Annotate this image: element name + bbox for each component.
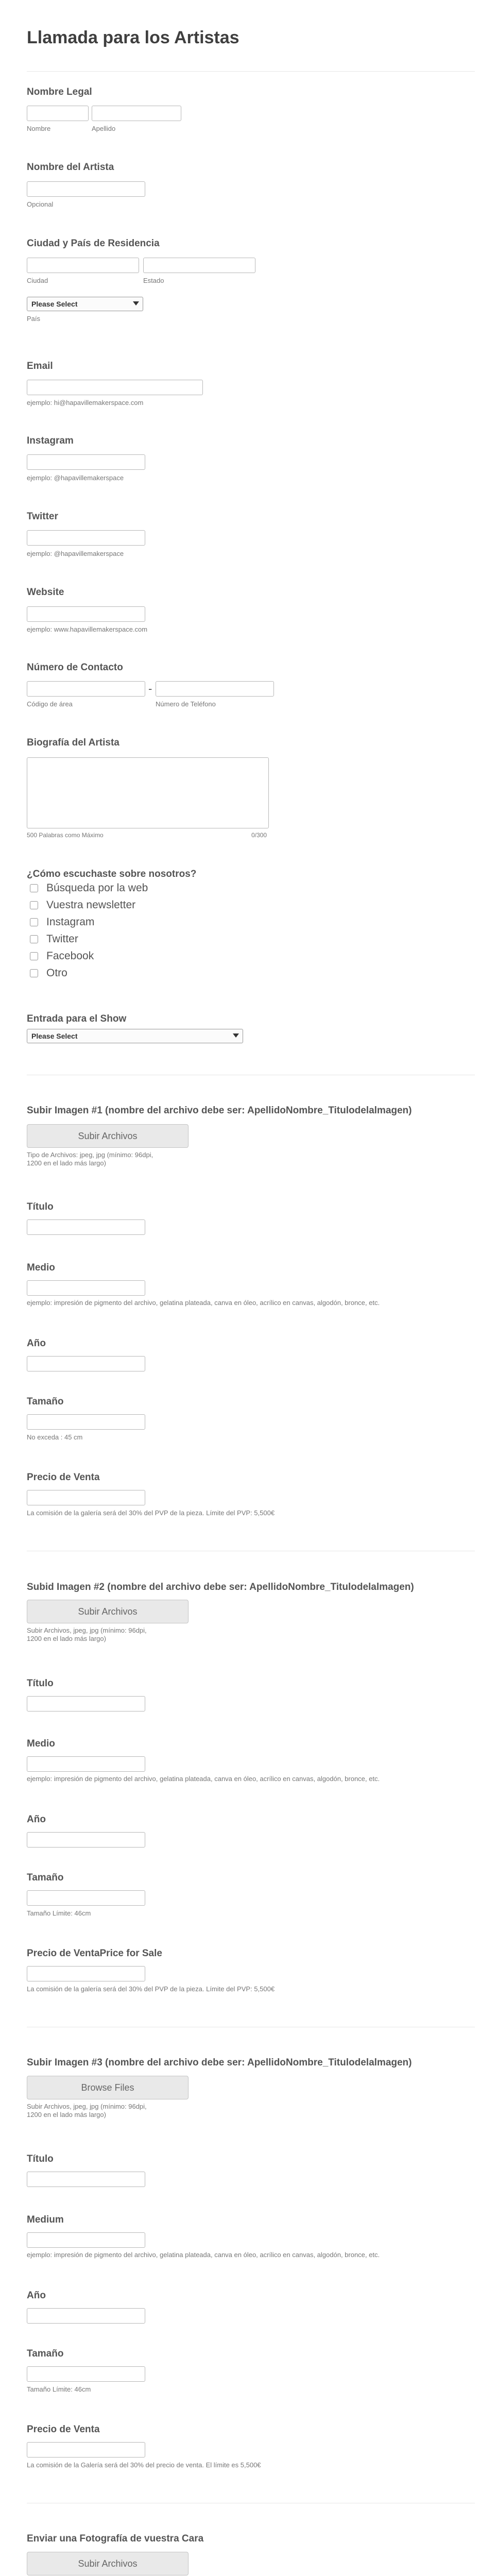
image2-tamano-label: Tamaño: [27, 1872, 64, 1883]
phone-input[interactable]: [156, 681, 274, 697]
checkbox-box[interactable]: [30, 969, 38, 977]
website-input[interactable]: [27, 606, 145, 622]
website-hint: ejemplo: www.hapavillemakerspace.com: [27, 625, 148, 633]
instagram-label: Instagram: [27, 435, 74, 446]
image1-precio-input[interactable]: [27, 1490, 145, 1505]
checkbox-box[interactable]: [30, 952, 38, 960]
checkbox-label: Facebook: [46, 950, 94, 962]
entrada-select[interactable]: [27, 1029, 243, 1043]
image2-ano-input[interactable]: [27, 1832, 145, 1848]
image1-precio-label: Precio de Venta: [27, 1472, 100, 1483]
como-label: ¿Cómo escuchaste sobre nosotros?: [27, 869, 197, 879]
image3-medio-input[interactable]: [27, 2232, 145, 2248]
city-input[interactable]: [27, 258, 139, 273]
area-code-input[interactable]: [27, 681, 145, 697]
image2-ano-label: Año: [27, 1814, 46, 1825]
image1-titulo-input[interactable]: [27, 1219, 145, 1235]
area-code-sublabel: Código de área: [27, 700, 73, 708]
image3-upload-label: Subir Imagen #3 (nombre del archivo debe ser: ApellidoNombre_Titulodelalmagen): [27, 2057, 412, 2068]
first-name-input[interactable]: [27, 106, 89, 121]
checkbox-box[interactable]: [30, 935, 38, 943]
divider: [27, 71, 475, 72]
website-label: Website: [27, 587, 64, 598]
checkbox-label: Búsqueda por la web: [46, 882, 148, 894]
image2-titulo-label: Título: [27, 1678, 54, 1689]
email-input[interactable]: [27, 380, 203, 395]
chevron-down-icon: [233, 1033, 239, 1038]
image1-tamano-label: Tamaño: [27, 1396, 64, 1407]
image1-ano-input[interactable]: [27, 1356, 145, 1371]
email-hint: ejemplo: hi@hapavillemakerspace.com: [27, 399, 144, 406]
image2-precio-hint: La comisión de la galería será del 30% del PVP de la pieza. Límite del PVP: 5,500€: [27, 1985, 275, 1993]
entrada-select-value: Please Select: [31, 1032, 78, 1040]
foto-cara-upload-button[interactable]: Subir Archivos: [27, 2552, 189, 2575]
image3-precio-label: Precio de Venta: [27, 2424, 100, 2435]
instagram-hint: ejemplo: @hapavillemakerspace: [27, 474, 124, 482]
ciudad-label: Ciudad y País de Residencia: [27, 238, 160, 249]
twitter-label: Twitter: [27, 511, 58, 522]
city-sublabel: Ciudad: [27, 277, 48, 284]
nombre-legal-label: Nombre Legal: [27, 87, 92, 97]
country-select[interactable]: [27, 297, 143, 311]
image1-tamano-hint: No exceda : 45 cm: [27, 1433, 83, 1441]
image2-file-hint-2: 1200 en el lado más largo): [27, 1635, 106, 1642]
image2-titulo-input[interactable]: [27, 1696, 145, 1711]
foto-cara-label: Enviar una Fotografía de vuestra Cara: [27, 2533, 204, 2544]
phone-dash: -: [148, 682, 152, 695]
contacto-label: Número de Contacto: [27, 662, 123, 673]
image2-precio-label: Precio de VentaPrice for Sale: [27, 1948, 162, 1959]
image1-medio-hint: ejemplo: impresión de pigmento del archivo, gelatina plateada, canva en óleo, acrílico en canvas, algodón, bronce, etc.: [27, 1299, 380, 1307]
image3-ano-label: Año: [27, 2290, 46, 2301]
checkbox-box[interactable]: [30, 901, 38, 909]
first-name-sublabel: Nombre: [27, 125, 51, 132]
nombre-artista-label: Nombre del Artista: [27, 162, 114, 173]
image2-medio-hint: ejemplo: impresión de pigmento del archivo, gelatina plateada, canva en óleo, acrílico en canvas, algodón, bronce, etc.: [27, 1775, 380, 1783]
image2-tamano-hint: Tamaño Límite: 46cm: [27, 1909, 91, 1917]
image2-medio-label: Medio: [27, 1738, 55, 1749]
entrada-label: Entrada para el Show: [27, 1013, 127, 1024]
image1-titulo-label: Título: [27, 1201, 54, 1212]
checkbox-label: Instagram: [46, 916, 95, 928]
chevron-down-icon: [133, 301, 139, 306]
image3-tamano-hint: Tamaño Límite: 46cm: [27, 2385, 91, 2393]
image3-medio-hint: ejemplo: impresión de pigmento del archivo, gelatina plateada, canva en óleo, acrílico en canvas, algodón, bronce, etc.: [27, 2251, 380, 2259]
image1-tamano-input[interactable]: [27, 1414, 145, 1430]
instagram-input[interactable]: [27, 454, 145, 470]
image1-upload-button[interactable]: Subir Archivos: [27, 1124, 189, 1148]
page-title: Llamada para los Artistas: [27, 28, 239, 47]
checkbox-label: Twitter: [46, 933, 78, 945]
biography-textarea[interactable]: [27, 757, 269, 828]
image1-file-hint: Tipo de Archivos: jpeg, jpg (mínimo: 96dpi,: [27, 1151, 153, 1159]
country-select-value: Please Select: [31, 300, 78, 308]
image3-titulo-label: Título: [27, 2154, 54, 2164]
twitter-hint: ejemplo: @hapavillemakerspace: [27, 550, 124, 557]
image1-medio-input[interactable]: [27, 1280, 145, 1296]
image3-ano-input[interactable]: [27, 2308, 145, 2324]
artist-name-input[interactable]: [27, 181, 145, 197]
image2-upload-label: Subid Imagen #2 (nombre del archivo debe ser: ApellidoNombre_Titulodelalmagen): [27, 1582, 414, 1592]
last-name-sublabel: Apellido: [92, 125, 116, 132]
image3-titulo-input[interactable]: [27, 2172, 145, 2187]
checkbox-label: Otro: [46, 967, 67, 979]
image1-ano-label: Año: [27, 1338, 46, 1349]
image2-precio-input[interactable]: [27, 1966, 145, 1981]
biography-limit: 500 Palabras como Máximo: [27, 832, 104, 839]
country-sublabel: País: [27, 315, 41, 323]
checkbox-box[interactable]: [30, 884, 38, 892]
checkbox-label: Vuestra newsletter: [46, 899, 136, 911]
image2-tamano-input[interactable]: [27, 1890, 145, 1906]
twitter-input[interactable]: [27, 530, 145, 546]
state-sublabel: Estado: [143, 277, 164, 284]
artist-name-sublabel: Opcional: [27, 200, 54, 208]
image3-file-hint: Subir Archivos, jpeg, jpg (mínimo: 96dpi,: [27, 2103, 147, 2110]
image3-precio-hint: La comisión de la Galería será del 30% del precio de venta. El límite es 5,500€: [27, 2461, 261, 2469]
image1-file-hint-2: 1200 en el lado más largo): [27, 1159, 106, 1167]
image3-tamano-label: Tamaño: [27, 2348, 64, 2359]
image3-precio-input[interactable]: [27, 2442, 145, 2458]
checkbox-box[interactable]: [30, 918, 38, 926]
email-label: Email: [27, 361, 53, 371]
last-name-input[interactable]: [92, 106, 181, 121]
state-input[interactable]: [143, 258, 255, 273]
image1-precio-hint: La comisión de la galería será del 30% del PVP de la pieza. Límite del PVP: 5,500€: [27, 1509, 275, 1517]
biografia-label: Biografía del Artista: [27, 737, 119, 748]
image3-upload-button[interactable]: Browse Files: [27, 2076, 189, 2099]
image2-file-hint: Subir Archivos, jpeg, jpg (mínimo: 96dpi,: [27, 1626, 147, 1634]
biography-count: 0/300: [251, 832, 267, 839]
image3-medio-label: Medium: [27, 2214, 64, 2225]
image2-medio-input[interactable]: [27, 1756, 145, 1772]
phone-sublabel: Número de Teléfono: [156, 700, 216, 708]
image1-upload-label: Subir Imagen #1 (nombre del archivo debe ser: ApellidoNombre_Titulodelalmagen): [27, 1105, 412, 1116]
image3-tamano-input[interactable]: [27, 2366, 145, 2382]
image2-upload-button[interactable]: Subir Archivos: [27, 1600, 189, 1623]
image1-medio-label: Medio: [27, 1262, 55, 1273]
image3-file-hint-2: 1200 en el lado más largo): [27, 2111, 106, 2119]
